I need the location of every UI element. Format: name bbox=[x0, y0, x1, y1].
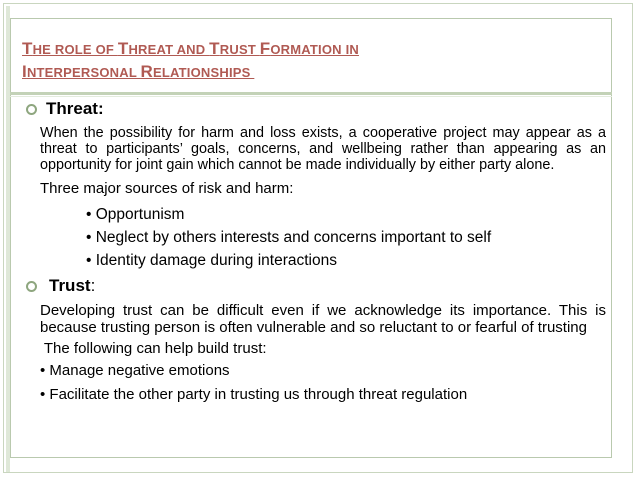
trust-bullet bbox=[22, 274, 606, 298]
threat-bullet bbox=[22, 97, 606, 121]
threat-source-item: • Opportunism bbox=[86, 206, 185, 223]
trust-helps-intro: The following can help build trust: bbox=[40, 340, 267, 357]
slide-title bbox=[22, 38, 582, 84]
trust-paragraph: Developing trust can be difficult even if we acknowledge its importance. This is because trusting person is often vulnerable and so reluctant to or fearful of trusting bbox=[40, 302, 606, 336]
slide-title-line-2: INTERPERSONAL RELATIONSHIPS bbox=[22, 62, 255, 81]
trust-help-item: • Manage negative emotions bbox=[40, 362, 230, 379]
threat-heading: Threat: bbox=[46, 99, 104, 118]
slide-content bbox=[22, 97, 606, 406]
threat-sources-intro: Three major sources of risk and harm: bbox=[40, 180, 294, 197]
threat-paragraph: When the possibility for harm and loss exists, a cooperative project may appear as a threat to participants’ goals, concerns, and wellbeing rather than appearing as an opportunity for joint gain which cannot be made individually by either party alone. bbox=[40, 125, 606, 173]
slide-title-line-1: THE ROLE OF THREAT AND TRUST FORMATION IN bbox=[22, 39, 359, 58]
trust-heading: Trust: bbox=[49, 276, 96, 295]
threat-source-item: • Identity damage during interactions bbox=[86, 252, 337, 269]
ring-bullet-icon bbox=[26, 104, 37, 115]
ring-bullet-icon bbox=[26, 281, 37, 292]
threat-source-item: • Neglect by others interests and concerns important to self bbox=[86, 229, 492, 246]
title-divider bbox=[10, 92, 612, 95]
trust-help-item: • Facilitate the other party in trusting us through threat regulation bbox=[40, 386, 468, 403]
